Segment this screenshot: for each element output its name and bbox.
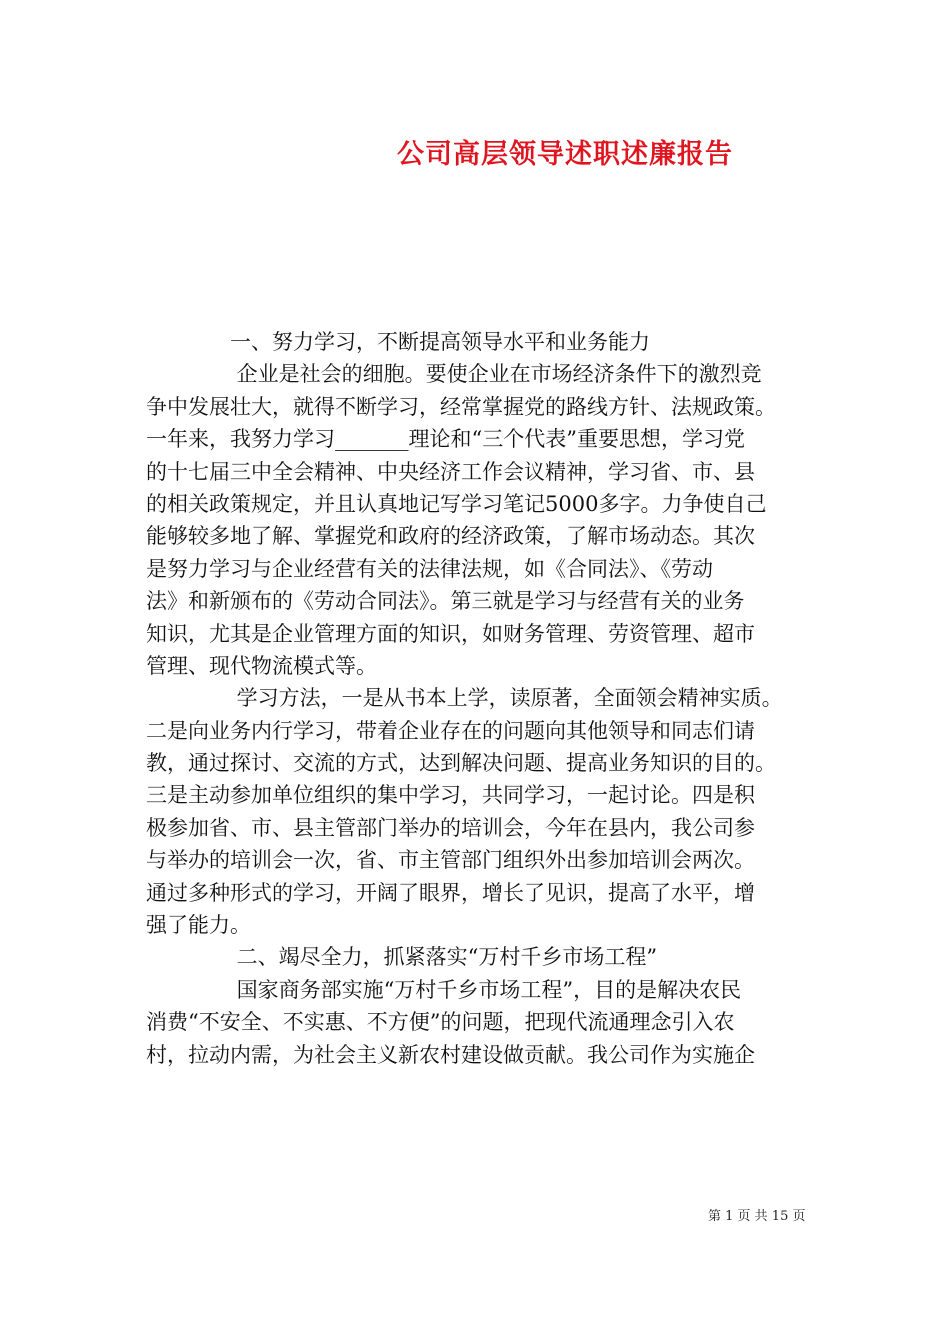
text-line: 二是向业务内行学习，带着企业存在的问题向其他领导和同志们请 <box>146 718 755 743</box>
text-line: 极参加省、市、县主管部门举办的培训会，今年在县内，我公司参 <box>146 815 755 840</box>
text-line: 国家商务部实施“万村千乡市场工程”，目的是解决农民 <box>146 977 742 1002</box>
text-line: 的相关政策规定，并且认真地记写学习笔记5000多字。力争使自己 <box>146 491 767 516</box>
text-line: 能够较多地了解、掌握党和政府的经济政策，了解市场动态。其次 <box>146 524 755 549</box>
text-line: 通过多种形式的学习，开阔了眼界，增长了见识，提高了水平，增 <box>146 880 755 905</box>
text-line: 知识，尤其是企业管理方面的知识，如财务管理、劳资管理、超市 <box>146 621 755 646</box>
text-line: 的十七届三中全会精神、中央经济工作会议精神，学习省、市、县 <box>146 459 755 484</box>
document-body <box>146 326 822 1071</box>
text-line: 争中发展壮大，就得不断学习，经常掌握党的路线方针、法规政策。 <box>146 394 776 419</box>
text-line: 二、竭尽全力，抓紧落实“万村千乡市场工程” <box>146 945 658 970</box>
text-line: 三是主动参加单位组织的集中学习，共同学习，一起讨论。四是积 <box>146 783 755 808</box>
text-line: 是努力学习与企业经营有关的法律法规，如《合同法》、《劳动 <box>146 556 713 581</box>
text-line: 消费“不安全、不实惠、不方便”的问题，把现代流通理念引入农 <box>146 1010 735 1035</box>
page-number-footer: 第 1 页 共 15 页 <box>708 1209 806 1224</box>
text-line: 学习方法，一是从书本上学，读原著，全面领会精神实质。 <box>146 686 783 711</box>
text-line: 强了能力。 <box>146 913 251 938</box>
document-title: 公司高层领导述职述廉报告 <box>397 139 733 170</box>
text-line: 法》和新颁布的《劳动合同法》。第三就是学习与经营有关的业务 <box>146 589 745 614</box>
text-line: 管理、现代物流模式等。 <box>146 653 377 678</box>
text-line: 一、努力学习，不断提高领导水平和业务能力 <box>146 330 650 354</box>
text-line: 企业是社会的细胞。要使企业在市场经济条件下的激烈竞 <box>146 362 762 387</box>
text-line: 一年来，我努力学习_______理论和“三个代表”重要思想，学习党 <box>146 427 745 452</box>
text-line: 与举办的培训会一次，省、市主管部门组织外出参加培训会两次。 <box>146 848 755 873</box>
text-line: 教，通过探讨、交流的方式，达到解决问题、提高业务知识的目的。 <box>146 751 776 776</box>
text-line: 村，拉动内需，为社会主义新农村建设做贡献。我公司作为实施企 <box>146 1042 755 1067</box>
